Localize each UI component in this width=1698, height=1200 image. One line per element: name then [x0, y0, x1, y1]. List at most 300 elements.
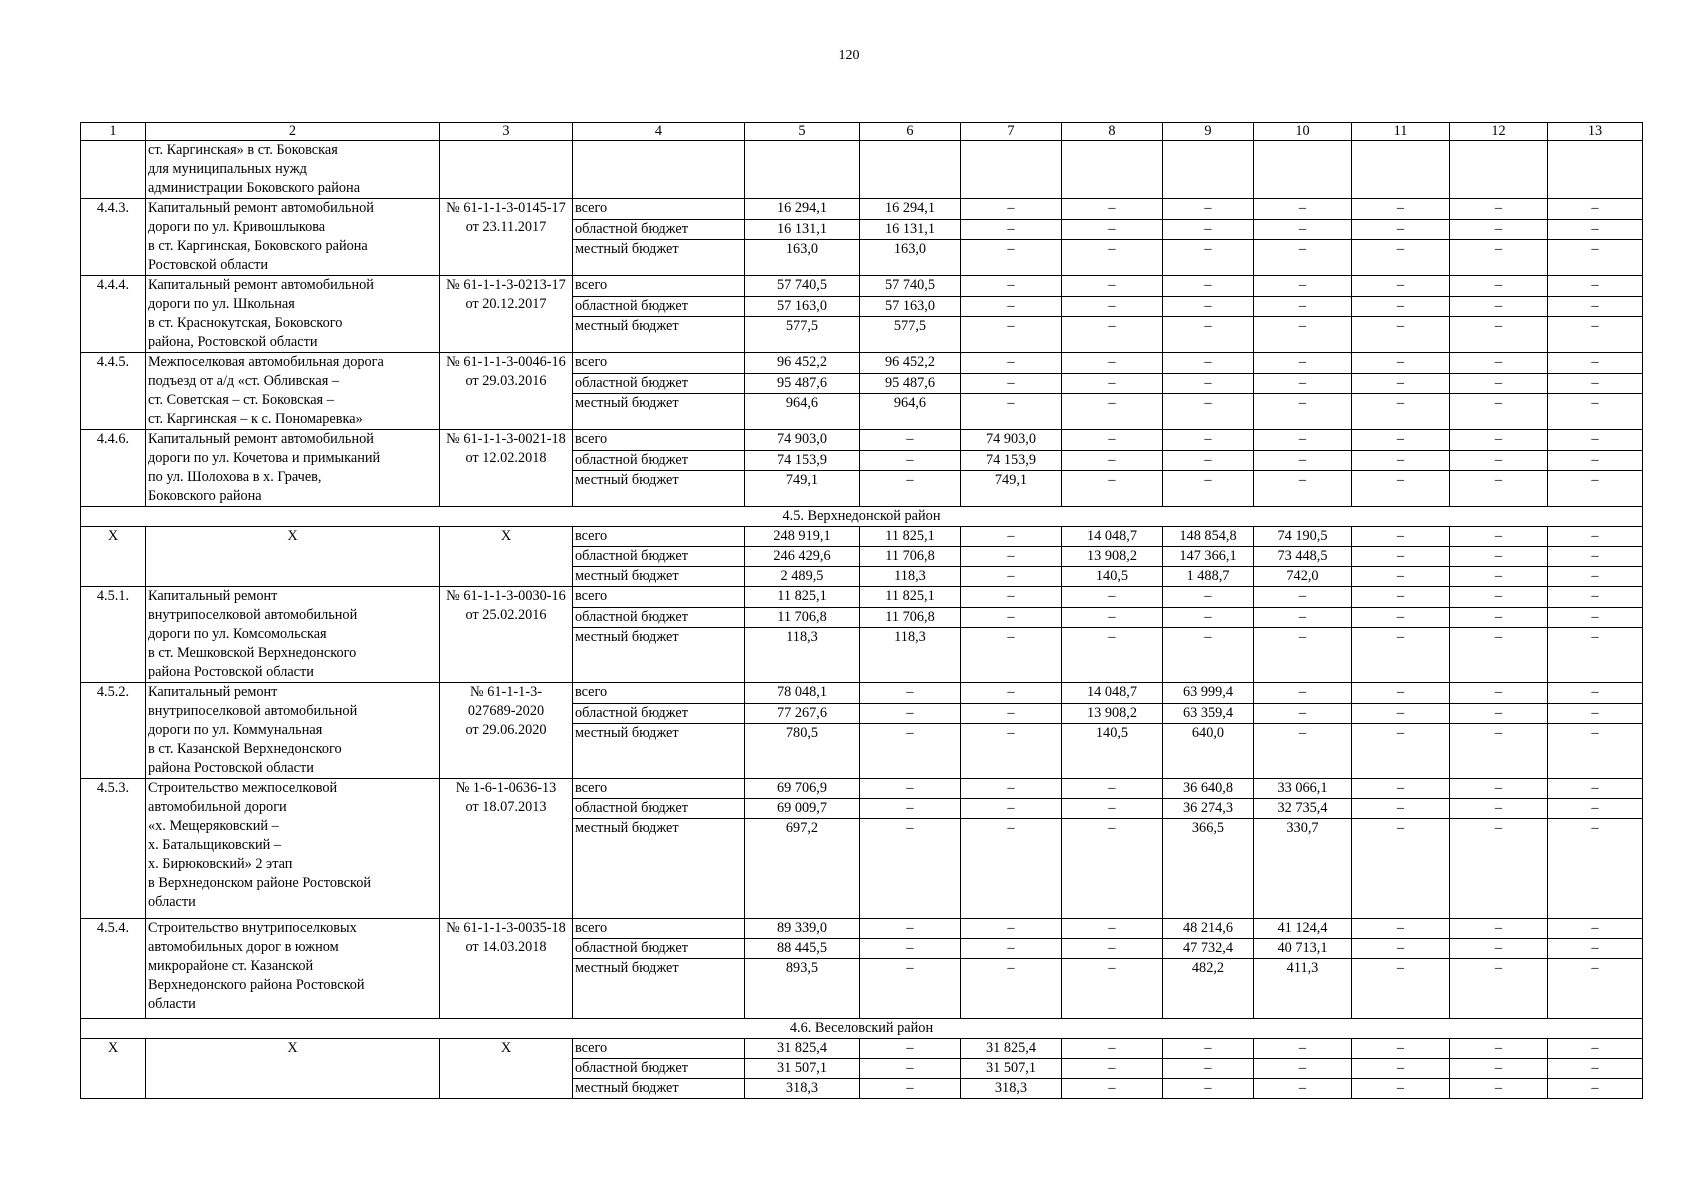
value-cell: – [860, 724, 961, 779]
value-cell: – [1062, 628, 1163, 683]
item-name-line: в Верхнедонском районе Ростовской [148, 875, 371, 891]
value-cell: – [1254, 450, 1352, 471]
value-cell: 95 487,6 [745, 373, 860, 394]
funding-source: местный бюджет [573, 567, 745, 587]
item-number: 4.4.6. [81, 430, 146, 507]
value-cell: – [860, 1079, 961, 1099]
funding-source: всего [573, 353, 745, 374]
funding-source: местный бюджет [573, 959, 745, 1019]
column-header: 7 [961, 123, 1062, 141]
value-cell: – [1062, 276, 1163, 297]
value-cell: – [1450, 819, 1548, 919]
value-cell: – [1254, 219, 1352, 240]
value-cell: – [1062, 394, 1163, 430]
value-cell: – [1352, 527, 1450, 547]
value-cell: 640,0 [1163, 724, 1254, 779]
value-cell: – [1352, 547, 1450, 567]
value-cell: – [961, 373, 1062, 394]
value-cell: – [1062, 587, 1163, 608]
value-cell: – [961, 296, 1062, 317]
value-cell: – [1062, 1059, 1163, 1079]
value-cell: – [1062, 959, 1163, 1019]
document-line: от 23.11.2017 [465, 219, 547, 235]
column-header: 8 [1062, 123, 1163, 141]
value-cell: – [1352, 939, 1450, 959]
item-name-line: х. Батальщиковский – [148, 837, 282, 853]
value-cell: – [961, 939, 1062, 959]
value-cell: – [961, 527, 1062, 547]
value-cell: – [1254, 296, 1352, 317]
value-cell: – [860, 959, 961, 1019]
section-row [81, 507, 1643, 527]
value-cell: – [1163, 199, 1254, 220]
value-cell: – [1062, 799, 1163, 819]
funding-source: местный бюджет [573, 317, 745, 353]
value-cell: 13 908,2 [1062, 703, 1163, 724]
column-header: 6 [860, 123, 961, 141]
empty-cell [1254, 141, 1352, 199]
item-name-line: дороги по ул. Кривошлыкова [148, 219, 326, 235]
column-header: 1 [81, 123, 146, 141]
item-name-line: Капитальный ремонт [148, 588, 278, 604]
value-cell: – [961, 724, 1062, 779]
value-cell: – [1352, 819, 1450, 919]
value-cell: 411,3 [1254, 959, 1352, 1019]
empty-cell [1548, 141, 1643, 199]
value-cell: 964,6 [745, 394, 860, 430]
value-cell: – [1548, 607, 1643, 628]
column-header: 9 [1163, 123, 1254, 141]
item-name [146, 779, 440, 919]
item-name-line: в ст. Краснокутская, Боковского [148, 315, 343, 331]
table-row [81, 683, 1643, 704]
value-cell: 33 066,1 [1254, 779, 1352, 799]
value-cell: 41 124,4 [1254, 919, 1352, 939]
value-cell: 63 359,4 [1163, 703, 1254, 724]
value-cell: – [1163, 628, 1254, 683]
value-cell: – [1352, 317, 1450, 353]
value-cell: 893,5 [745, 959, 860, 1019]
value-cell: 31 825,4 [961, 1039, 1062, 1059]
value-cell: – [1548, 919, 1643, 939]
item-name-line: Строительство межпоселковой [148, 780, 338, 796]
empty-cell [860, 141, 961, 199]
value-cell: – [1352, 724, 1450, 779]
value-cell: – [1548, 373, 1643, 394]
funding-source: всего [573, 430, 745, 451]
value-cell: – [1254, 471, 1352, 507]
value-cell: 74 190,5 [1254, 527, 1352, 547]
value-cell: – [1352, 219, 1450, 240]
value-cell: – [1352, 471, 1450, 507]
value-cell: – [860, 430, 961, 451]
column-header: 10 [1254, 123, 1352, 141]
value-cell: – [1450, 779, 1548, 799]
funding-source: всего [573, 683, 745, 704]
value-cell: – [1062, 353, 1163, 374]
value-cell: – [1450, 1039, 1548, 1059]
value-cell: 163,0 [745, 240, 860, 276]
value-cell: – [1450, 567, 1548, 587]
column-header: 4 [573, 123, 745, 141]
table-row [81, 276, 1643, 297]
value-cell: – [1163, 450, 1254, 471]
value-cell: – [1254, 394, 1352, 430]
document-number [440, 199, 573, 276]
item-name [146, 276, 440, 353]
value-cell: – [1163, 430, 1254, 451]
value-cell: – [961, 199, 1062, 220]
value-cell: – [1450, 353, 1548, 374]
value-cell: 57 163,0 [860, 296, 961, 317]
value-cell: – [1450, 317, 1548, 353]
value-cell: – [1548, 1059, 1643, 1079]
item-name [146, 587, 440, 683]
value-cell: – [1352, 394, 1450, 430]
item-name-line: микрорайоне ст. Казанской [148, 958, 314, 974]
document-line: от 18.07.2013 [465, 799, 547, 815]
value-cell: – [1352, 919, 1450, 939]
item-name-line: по ул. Шолохова в х. Грачев, [148, 469, 322, 485]
value-cell: 11 825,1 [745, 587, 860, 608]
value-cell: – [1450, 724, 1548, 779]
value-cell: 74 153,9 [745, 450, 860, 471]
value-cell: – [1548, 1039, 1643, 1059]
funding-source: областной бюджет [573, 450, 745, 471]
document-line: № 61-1-1-3-0035-18 [446, 920, 566, 936]
value-cell: – [1352, 628, 1450, 683]
value-cell: 16 294,1 [860, 199, 961, 220]
value-cell: – [1548, 939, 1643, 959]
item-number: 4.5.1. [81, 587, 146, 683]
item-name-line: ст. Советская – ст. Боковская – [148, 392, 334, 408]
value-cell: – [1062, 219, 1163, 240]
value-cell: 11 706,8 [860, 607, 961, 628]
value-cell: – [1450, 219, 1548, 240]
value-cell: – [1254, 430, 1352, 451]
value-cell: 96 452,2 [745, 353, 860, 374]
item-name-line: Строительство внутрипоселковых [148, 920, 357, 936]
document-line: от 29.03.2016 [465, 373, 547, 389]
empty-cell [440, 141, 573, 199]
value-cell: – [1062, 373, 1163, 394]
item-name-line: Ростовской области [148, 257, 269, 273]
table-row [81, 141, 1643, 199]
document-line: от 25.02.2016 [465, 607, 547, 623]
value-cell: 16 131,1 [860, 219, 961, 240]
value-cell: – [1548, 296, 1643, 317]
value-cell: – [1062, 430, 1163, 451]
value-cell: – [1163, 373, 1254, 394]
value-cell: – [1254, 276, 1352, 297]
empty-cell [961, 141, 1062, 199]
column-header: 3 [440, 123, 573, 141]
value-cell: – [1450, 296, 1548, 317]
document-number [440, 353, 573, 430]
funding-source: областной бюджет [573, 1059, 745, 1079]
value-cell: 36 640,8 [1163, 779, 1254, 799]
value-cell: 57 740,5 [745, 276, 860, 297]
value-cell: – [1548, 959, 1643, 1019]
item-name-line: Капитальный ремонт автомобильной [148, 200, 374, 216]
value-cell: – [1548, 724, 1643, 779]
item-name-line: Х [287, 1040, 298, 1056]
value-cell: – [1254, 199, 1352, 220]
value-cell: – [961, 799, 1062, 819]
value-cell: – [1548, 683, 1643, 704]
item-name-line: в ст. Мешковской Верхнедонского [148, 645, 357, 661]
value-cell: 89 339,0 [745, 919, 860, 939]
value-cell: 47 732,4 [1163, 939, 1254, 959]
item-name-line: «х. Мещеряковский – [148, 818, 279, 834]
item-number: 4.5.2. [81, 683, 146, 779]
value-cell: – [1548, 779, 1643, 799]
value-cell: 11 825,1 [860, 587, 961, 608]
value-cell: – [1450, 1059, 1548, 1079]
item-name-line: района, Ростовской области [148, 334, 318, 350]
item-number: Х [81, 527, 146, 587]
document-line: от 14.03.2018 [465, 939, 547, 955]
item-name-line: ст. Каргинская» в ст. Боковская [148, 142, 338, 158]
empty-cell [1163, 141, 1254, 199]
item-name [146, 353, 440, 430]
funding-source: областной бюджет [573, 296, 745, 317]
funding-source: местный бюджет [573, 724, 745, 779]
value-cell: – [1062, 779, 1163, 799]
value-cell: – [1548, 567, 1643, 587]
document-line: № 61-1-1-3-0046-16 [446, 354, 566, 370]
item-number: Х [81, 1039, 146, 1099]
value-cell: 11 825,1 [860, 527, 961, 547]
value-cell: – [1450, 628, 1548, 683]
value-cell: – [1254, 683, 1352, 704]
document-line: Х [500, 528, 512, 544]
item-name-line: Верхнедонского района Ростовской [148, 977, 365, 993]
value-cell: 749,1 [961, 471, 1062, 507]
value-cell: – [1450, 919, 1548, 939]
value-cell: – [1450, 799, 1548, 819]
value-cell: – [1450, 683, 1548, 704]
value-cell: – [1254, 724, 1352, 779]
item-name-line: Капитальный ремонт автомобильной [148, 431, 374, 447]
funding-source: всего [573, 779, 745, 799]
value-cell: 40 713,1 [1254, 939, 1352, 959]
item-name [146, 430, 440, 507]
value-cell: – [1163, 296, 1254, 317]
value-cell: – [1163, 1059, 1254, 1079]
value-cell: – [1450, 587, 1548, 608]
item-name-line: в ст. Казанской Верхнедонского [148, 741, 342, 757]
document-number [440, 779, 573, 919]
value-cell: – [1163, 607, 1254, 628]
value-cell: 318,3 [961, 1079, 1062, 1099]
value-cell: – [961, 240, 1062, 276]
document-line: № 61-1-1-3-0021-18 [446, 431, 566, 447]
value-cell: – [1548, 353, 1643, 374]
value-cell: – [860, 939, 961, 959]
value-cell: – [961, 959, 1062, 1019]
value-cell: – [1548, 450, 1643, 471]
value-cell: – [1548, 430, 1643, 451]
value-cell: 330,7 [1254, 819, 1352, 919]
value-cell: 31 825,4 [745, 1039, 860, 1059]
value-cell: – [1548, 628, 1643, 683]
value-cell: – [1352, 353, 1450, 374]
value-cell: – [1163, 219, 1254, 240]
value-cell: – [1062, 939, 1163, 959]
value-cell: 31 507,1 [961, 1059, 1062, 1079]
item-name-line: для муниципальных нужд [148, 161, 307, 177]
value-cell: – [1450, 240, 1548, 276]
value-cell: 118,3 [860, 567, 961, 587]
table-row [81, 779, 1643, 799]
value-cell: – [1352, 430, 1450, 451]
item-name-line: дороги по ул. Кочетова и примыканий [148, 450, 381, 466]
header-row [81, 123, 1643, 141]
value-cell: – [1254, 353, 1352, 374]
item-number: 4.4.5. [81, 353, 146, 430]
funding-source: всего [573, 1039, 745, 1059]
value-cell: 148 854,8 [1163, 527, 1254, 547]
value-cell: 318,3 [745, 1079, 860, 1099]
value-cell: – [1254, 1039, 1352, 1059]
value-cell: 31 507,1 [745, 1059, 860, 1079]
funding-source: местный бюджет [573, 394, 745, 430]
empty-cell [1352, 141, 1450, 199]
item-name-line: подъезд от а/д «ст. Обливская – [148, 373, 339, 389]
value-cell: – [1062, 317, 1163, 353]
value-cell: – [1163, 317, 1254, 353]
item-name-line: области [148, 894, 196, 910]
document-line: № 1-6-1-0636-13 [455, 780, 557, 796]
table-body [81, 123, 1643, 1099]
table-row [81, 199, 1643, 220]
value-cell: – [1352, 1059, 1450, 1079]
value-cell: 96 452,2 [860, 353, 961, 374]
value-cell: – [1450, 703, 1548, 724]
value-cell: – [860, 1059, 961, 1079]
value-cell: 57 163,0 [745, 296, 860, 317]
funding-source: областной бюджет [573, 219, 745, 240]
value-cell: – [1062, 240, 1163, 276]
value-cell: – [1163, 394, 1254, 430]
value-cell: – [1548, 199, 1643, 220]
item-name-line: области [148, 996, 196, 1012]
value-cell: – [1450, 394, 1548, 430]
value-cell: 88 445,5 [745, 939, 860, 959]
item-name-line: автомобильной дороги [148, 799, 287, 815]
item-name-line: района Ростовской области [148, 760, 314, 776]
value-cell: – [1352, 703, 1450, 724]
value-cell: 74 903,0 [745, 430, 860, 451]
value-cell: – [1548, 317, 1643, 353]
document-line: от 20.12.2017 [465, 296, 547, 312]
value-cell: – [1062, 450, 1163, 471]
value-cell: – [961, 919, 1062, 939]
document-line: Х [500, 1040, 512, 1056]
value-cell: 118,3 [745, 628, 860, 683]
item-name-line: Капитальный ремонт [148, 684, 278, 700]
value-cell: – [1450, 527, 1548, 547]
value-cell: – [1254, 373, 1352, 394]
document-number [440, 919, 573, 1019]
value-cell: – [961, 567, 1062, 587]
item-name-line: ст. Каргинская – к с. Пономаревка» [148, 411, 363, 427]
value-cell: 14 048,7 [1062, 527, 1163, 547]
document-number [440, 683, 573, 779]
section-row [81, 1019, 1643, 1039]
value-cell: 74 153,9 [961, 450, 1062, 471]
value-cell: 11 706,8 [745, 607, 860, 628]
value-cell: 57 740,5 [860, 276, 961, 297]
value-cell: – [1450, 373, 1548, 394]
value-cell: – [1062, 819, 1163, 919]
value-cell: – [1062, 1039, 1163, 1059]
item-number: 4.4.4. [81, 276, 146, 353]
value-cell: – [961, 547, 1062, 567]
value-cell: – [1254, 703, 1352, 724]
value-cell: – [860, 450, 961, 471]
value-cell: – [860, 819, 961, 919]
value-cell: 246 429,6 [745, 547, 860, 567]
funding-source: местный бюджет [573, 471, 745, 507]
value-cell: – [860, 919, 961, 939]
item-name-line: Х [287, 528, 298, 544]
table-row [81, 527, 1643, 547]
funding-source: местный бюджет [573, 628, 745, 683]
value-cell: 749,1 [745, 471, 860, 507]
value-cell: – [1352, 607, 1450, 628]
column-header: 5 [745, 123, 860, 141]
item-name-line: автомобильных дорог в южном [148, 939, 339, 955]
value-cell: – [1450, 547, 1548, 567]
value-cell: – [1254, 317, 1352, 353]
column-header: 12 [1450, 123, 1548, 141]
value-cell: – [1548, 240, 1643, 276]
value-cell: – [1352, 373, 1450, 394]
item-name-line: х. Бирюковский» 2 этап [148, 856, 293, 872]
value-cell: – [1352, 683, 1450, 704]
funding-source: местный бюджет [573, 1079, 745, 1099]
value-cell: – [1548, 703, 1643, 724]
value-cell: – [1450, 450, 1548, 471]
item-number [81, 141, 146, 199]
value-cell: – [1352, 199, 1450, 220]
value-cell: – [961, 317, 1062, 353]
item-name [146, 1039, 440, 1099]
value-cell: 163,0 [860, 240, 961, 276]
value-cell: 577,5 [860, 317, 961, 353]
value-cell: – [860, 471, 961, 507]
value-cell: 32 735,4 [1254, 799, 1352, 819]
funding-source: областной бюджет [573, 703, 745, 724]
value-cell: 95 487,6 [860, 373, 961, 394]
value-cell: – [1450, 199, 1548, 220]
item-name-line: внутрипоселковой автомобильной [148, 703, 358, 719]
value-cell: – [1450, 471, 1548, 507]
page-number: 120 [838, 48, 860, 63]
document-line: № 61-1-1-3-0213-17 [446, 277, 566, 293]
value-cell: – [1548, 219, 1643, 240]
value-cell: – [1163, 276, 1254, 297]
column-header: 2 [146, 123, 440, 141]
value-cell: – [1062, 471, 1163, 507]
value-cell: – [860, 703, 961, 724]
funding-source: областной бюджет [573, 547, 745, 567]
value-cell: – [1548, 819, 1643, 919]
item-name [146, 919, 440, 1019]
value-cell: – [860, 683, 961, 704]
